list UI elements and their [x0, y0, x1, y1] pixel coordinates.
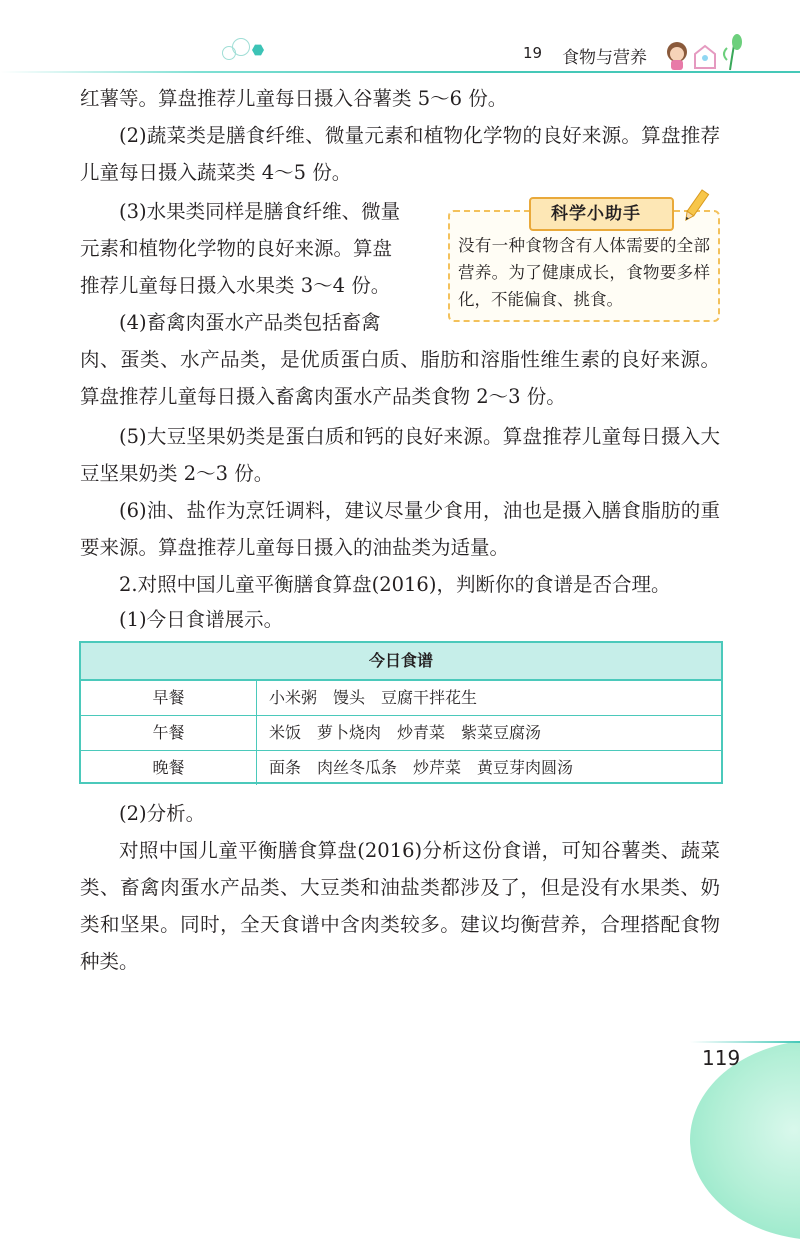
page-number: 119: [702, 1046, 741, 1070]
science-helper-title: 科学小助手: [529, 197, 674, 231]
paragraph-soy-nuts-dairy: (5)大豆坚果奶类是蛋白质和钙的良好来源。算盘推荐儿童每日摄入大豆坚果奶类 2～3 份。: [80, 425, 720, 485]
meal-label: 早餐: [81, 681, 257, 715]
meal-label: 晚餐: [81, 751, 257, 785]
paragraph-oil-salt: (6)油、盐作为烹饪调料，建议尽量少食用，油也是摄入膳食脂肪的重要来源。算盘推荐儿童每日摄入的油盐类为适量。: [80, 499, 720, 559]
paragraph-fruits-line3: 推荐儿童每日摄入水果类 3～4 份。: [80, 274, 391, 297]
decor-bubble: [232, 38, 250, 56]
decor-hexagon: [252, 44, 264, 56]
meal-dishes: 小米粥 馒头 豆腐干拌花生: [269, 688, 478, 707]
paragraph-analysis: 对照中国儿童平衡膳食算盘(2016)分析这份食谱，可知谷薯类、蔬菜类、畜禽肉蛋水产品类、大豆类和油盐类都涉及了，但是没有水果类、奶类和坚果。同时，全天食谱中含肉类较多。建议均衡营养，合理搭配食物种类。: [80, 839, 720, 973]
table-row: [81, 681, 721, 716]
paragraph-task-2: 2.对照中国儿童平衡膳食算盘(2016)，判断你的食谱是否合理。: [119, 573, 671, 596]
meal-dishes: 面条 肉丝冬瓜条 炒芹菜 黄豆芽肉圆汤: [269, 758, 574, 777]
meal-label: 午餐: [81, 716, 257, 750]
paragraph-vegetables: (2)蔬菜类是膳食纤维、微量元素和植物化学物的良好来源。算盘推荐儿童每日摄入蔬菜类 4～5 份。: [80, 124, 720, 184]
paragraph-menu-show: (1)今日食谱展示。: [119, 608, 284, 631]
table-row: [81, 751, 721, 785]
chapter-title: 食物与营养: [562, 48, 647, 68]
paragraph-grains-end: 红薯等。算盘推荐儿童每日摄入谷薯类 5～6 份。: [80, 87, 508, 110]
table-row: [81, 716, 721, 751]
menu-table-title: 今日食谱: [81, 643, 721, 681]
meal-dishes: 米饭 萝卜烧肉 炒青菜 紫菜豆腐汤: [269, 723, 542, 742]
footer-rule: [690, 1041, 800, 1043]
menu-table: [79, 641, 723, 784]
header-cartoon-icon: [655, 30, 755, 75]
science-helper-text: 没有一种食物含有人体需要的全部营养。为了健康成长，食物要多样化，不能偏食、挑食。: [458, 236, 710, 309]
corner-decoration: [690, 1040, 800, 1240]
paragraph-fruits-line1: (3)水果类同样是膳食纤维、微量: [119, 200, 401, 223]
paragraph-fruits-line2: 元素和植物化学物的良好来源。算盘: [80, 237, 393, 260]
paragraph-analysis-heading: (2)分析。: [119, 802, 206, 825]
paragraph-meat-rest: 肉、蛋类、水产品类，是优质蛋白质、脂肪和溶脂性维生素的良好来源。算盘推荐儿童每日摄入畜禽肉蛋水产品类食物 2～3 份。: [80, 348, 720, 408]
pencil-icon: [675, 187, 715, 227]
paragraph-meat-line1: (4)畜禽肉蛋水产品类包括畜禽: [119, 311, 381, 334]
chapter-number: 19: [523, 44, 543, 62]
